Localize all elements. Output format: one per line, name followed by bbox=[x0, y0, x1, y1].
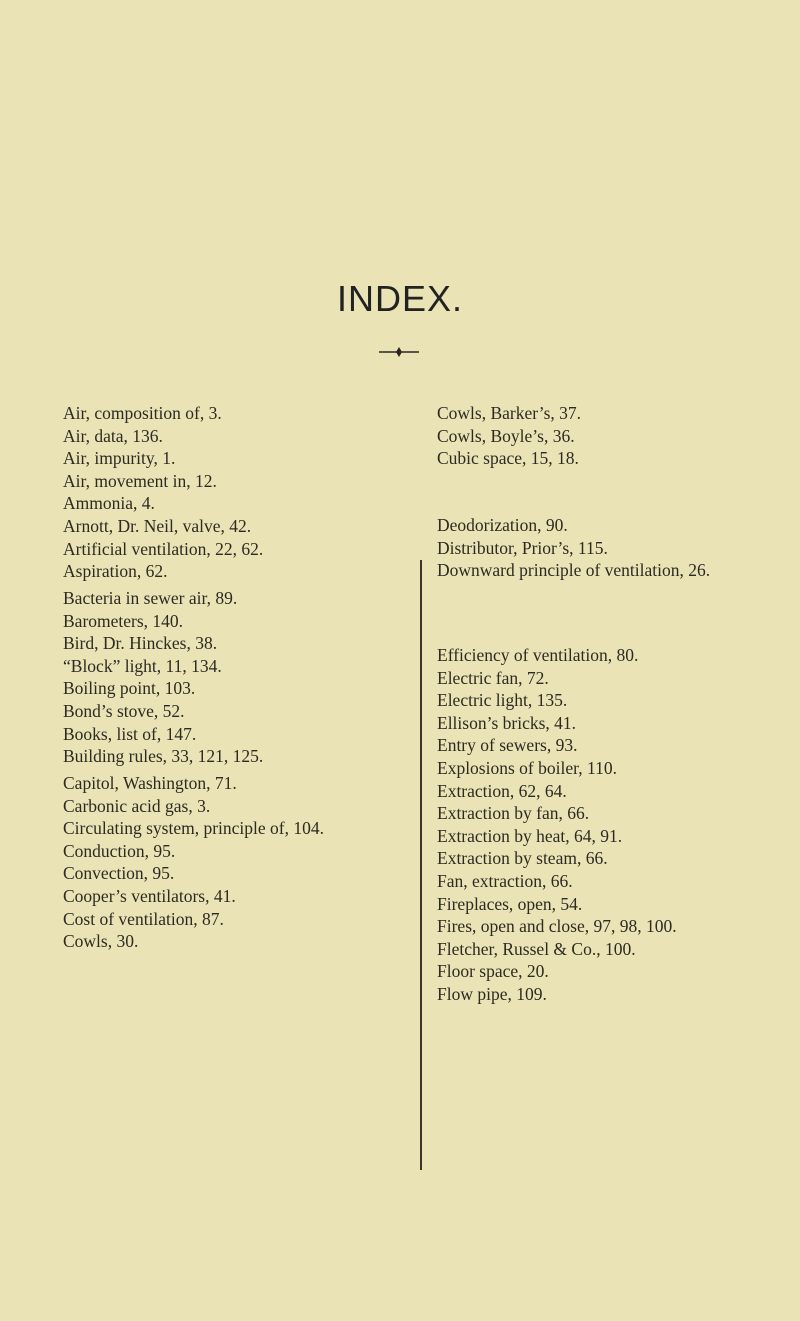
index-entry: Fan, extraction, 66. bbox=[437, 871, 573, 891]
index-entry: Barometers, 140. bbox=[63, 610, 184, 631]
index-entry: Extraction by steam, 66. bbox=[437, 848, 608, 869]
index-group-c bbox=[63, 772, 385, 953]
index-entry: Explosions of boiler, 110. bbox=[437, 757, 617, 778]
index-entry: Electric light, 135. bbox=[437, 690, 568, 711]
index-entry: Downward principle of ventilation, 26. bbox=[437, 560, 711, 581]
index-entry: Bird, Dr. Hinckes, 38. bbox=[63, 633, 218, 654]
index-entry: Circulating system, principle of, 104. bbox=[63, 818, 324, 839]
index-group-f bbox=[437, 870, 797, 1006]
index-group-a bbox=[63, 402, 385, 583]
index-entry: Cooper’s ventilators, 41. bbox=[63, 885, 236, 906]
index-entry: Boiling point, 103. bbox=[63, 678, 196, 699]
index-entry: Cubic space, 15, 18. bbox=[437, 448, 579, 469]
index-entry: Aspiration, 62. bbox=[63, 561, 168, 582]
index-entry: Artificial ventilation, 22, 62. bbox=[63, 538, 264, 559]
index-entry: Fireplaces, open, 54. bbox=[437, 893, 583, 914]
index-entry: Bacteria in sewer air, 89. bbox=[63, 588, 238, 608]
index-entry: Arnott, Dr. Neil, valve, 42. bbox=[63, 515, 252, 536]
index-group-e bbox=[437, 644, 797, 870]
index-entry: Capitol, Washington, 71. bbox=[63, 773, 237, 793]
index-entry: Carbonic acid gas, 3. bbox=[63, 795, 211, 816]
column-divider bbox=[420, 560, 422, 1170]
index-entry: Air, impurity, 1. bbox=[63, 448, 176, 469]
index-entry: Conduction, 95. bbox=[63, 840, 176, 861]
index-entry: Entry of sewers, 93. bbox=[437, 735, 578, 756]
index-entry: Efficiency of ventilation, 80. bbox=[437, 645, 639, 665]
page-title: INDEX. bbox=[336, 278, 464, 319]
index-entry: Books, list of, 147. bbox=[63, 723, 197, 744]
index-entry: Distributor, Prior’s, 115. bbox=[437, 537, 608, 558]
index-entry: Building rules, 33, 121, 125. bbox=[63, 746, 264, 767]
index-entry: Cowls, Barker’s, 37. bbox=[437, 403, 582, 423]
index-entry: Bond’s stove, 52. bbox=[63, 700, 185, 721]
index-group-b bbox=[63, 587, 385, 768]
index-entry: Fires, open and close, 97, 98, 100. bbox=[437, 916, 677, 937]
index-entry: Cost of ventilation, 87. bbox=[63, 908, 224, 929]
index-entry: “Block” light, 11, 134. bbox=[63, 655, 222, 676]
index-entry: Floor space, 20. bbox=[437, 961, 549, 982]
ornament-divider-icon bbox=[379, 346, 419, 358]
index-entry: Air, composition of, 3. bbox=[63, 403, 222, 423]
index-entry: Air, movement in, 12. bbox=[63, 470, 217, 491]
index-entry: Flow pipe, 109. bbox=[437, 983, 547, 1004]
index-entry: Extraction by heat, 64, 91. bbox=[437, 825, 623, 846]
index-entry: Cowls, Boyle’s, 36. bbox=[437, 425, 575, 446]
index-group-c-cont bbox=[437, 402, 797, 470]
index-entry: Electric fan, 72. bbox=[437, 667, 549, 688]
index-entry: Extraction, 62, 64. bbox=[437, 780, 567, 801]
index-group-d bbox=[437, 514, 797, 582]
index-entry: Convection, 95. bbox=[63, 863, 175, 884]
index-entry: Cowls, 30. bbox=[63, 931, 139, 952]
index-entry: Ammonia, 4. bbox=[63, 493, 155, 514]
index-entry: Ellison’s bricks, 41. bbox=[437, 712, 577, 733]
index-entry: Extraction by fan, 66. bbox=[437, 803, 590, 824]
index-entry: Fletcher, Russel & Co., 100. bbox=[437, 938, 636, 959]
index-entry: Air, data, 136. bbox=[63, 425, 163, 446]
index-entry: Deodorization, 90. bbox=[437, 515, 568, 535]
